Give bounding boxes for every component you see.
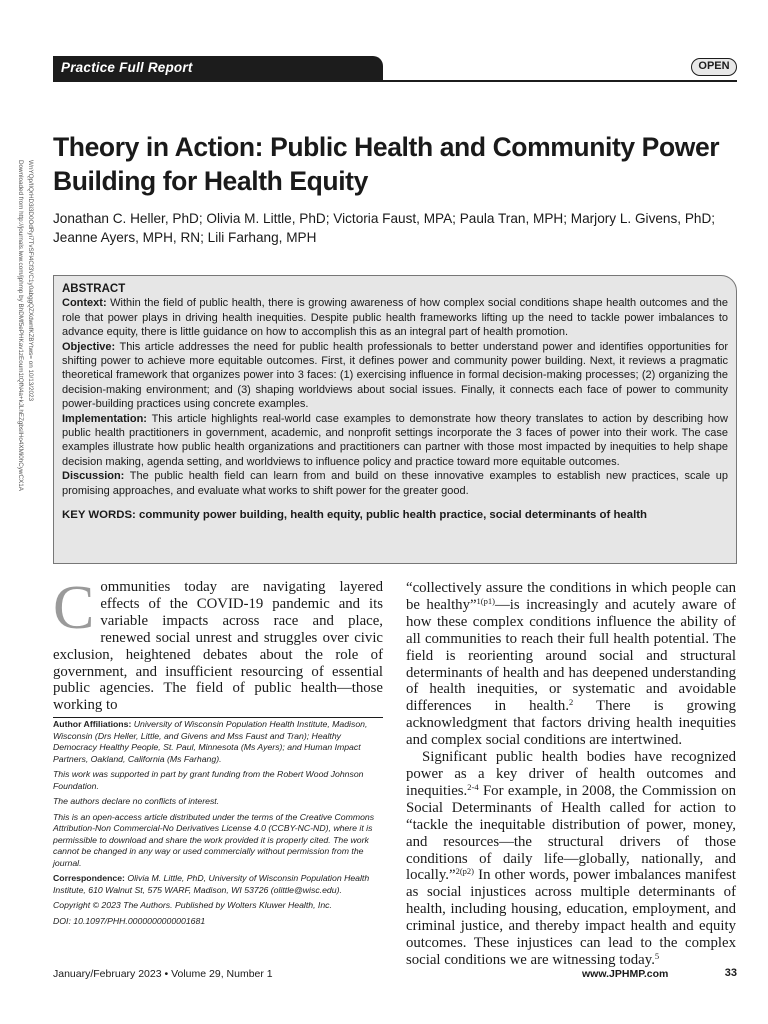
correspondence-label: Correspondence:	[53, 873, 125, 883]
citation-3: 2-4	[467, 781, 479, 792]
body-column-left	[53, 574, 383, 714]
open-access-badge: OPEN	[691, 58, 737, 76]
article-title: Theory in Action: Public Health and Community Power Building for Health Equity	[53, 132, 720, 196]
abstract-implementation	[62, 412, 728, 470]
intro-text: ommunities today are navigating layered effects of the COVID-19 pandemic and its variable impacts across race and place, renewed social unrest and struggles over civic exclusion, heightened debates about the role of government, and insufficient resourcing of essential public agencies. The field of public health—those working to	[53, 579, 383, 714]
correspondence-text: Olivia M. Little, PhD, University of Wisconsin Population Health Institute, 610 Walnut St, 575 WARF, Madison, WI 53726 (olittle@wisc.edu).	[53, 873, 370, 895]
header-rule	[383, 80, 737, 82]
abstract-discussion	[62, 469, 728, 498]
objective-label: Objective:	[62, 340, 116, 353]
issue-info: January/February 2023 • Volume 29, Number 1	[53, 968, 273, 980]
right-p2-text-a: Significant public health bodies have recognized power as a key driver of health outcomes and inequities.	[406, 749, 736, 799]
author-list: Jonathan C. Heller, PhD; Olivia M. Little, PhD; Victoria Faust, MPA; Paula Tran, MPH; Marjory L. Givens, PhD; Jeanne Ayers, MPH, RN; Lili Farhang, MPH	[53, 211, 716, 245]
download-note-line-1: Downloaded from http://journals.lww.com/jphmp by BhDMf5ePHKav1zEoum1tQfN4a+kJLhEZgbsIHo4XMi0hCywCX1A	[17, 160, 24, 491]
author-affiliations	[53, 719, 383, 765]
context-label: Context:	[62, 297, 107, 310]
journal-url[interactable]: www.JPHMP.com	[582, 968, 669, 980]
citation-4: 2(p2)	[455, 866, 474, 877]
conflicts-note: The authors declare no conflicts of interest.	[53, 796, 220, 806]
license-note: This is an open-access article distributed under the terms of the Creative Commons Attribution-Non Commercial-No Derivatives License 4.0 (CCBY-NC-ND), where it is permissible to download and share the work provided it is properly cited. The work cannot be changed in any way or used commercially without permission from the journal.	[53, 811, 375, 868]
discussion-label: Discussion:	[62, 470, 125, 483]
citation-1: 1(p1)	[476, 595, 495, 606]
right-p1-text-c: There is growing acknowledgment that factors driving health inequities and complex social conditions are intertwined.	[406, 698, 736, 749]
discussion-text: The public health field can learn from and build on these innovative examples to establish new practices, scale up promising approaches, and evaluate what works to shift power for the greater good.	[62, 470, 729, 497]
implementation-text: This article highlights real-world case examples to demonstrate how theory translates to action by describing how public health practitioners in government, academic, and nonprofit settings incorporate the 3 faces of power into their work. The case examples illustrate how public health organizations and practitioners can partner with those most impacted by inequities to help shape decision making, agenda setting, and worldviews to influence policy and practice toward more equitable outcomes.	[62, 412, 728, 468]
doi: DOI: 10.1097/PHH.0000000000001681	[53, 915, 206, 926]
abstract-box	[53, 275, 737, 564]
affiliations-rule	[53, 717, 383, 718]
citation-5: 5	[654, 950, 660, 961]
correspondence	[53, 873, 383, 896]
download-watermark	[10, 160, 34, 590]
right-p1-text-a: “collectively assure the conditions in which people can be healthy”	[406, 580, 736, 613]
right-p1-text-b: —is increasingly and acutely aware of how these complex conditions influence the ability of all communities to reach their full health potential. The field is reorienting around social and structural determinants of health and has deepened understanding of health inequities, or systematic and avoidable differences in health.	[406, 596, 736, 715]
right-paragraph-1	[406, 580, 736, 749]
section-label: Practice Full Report	[61, 60, 193, 75]
right-p2-text-c: In other words, power imbalances manifest as social injustices across multiple determinants of health, including housing, education, employment, and criminal justice, and thereby impact health and equity outcomes. These injustices can lead to the complex social conditions we are witnessing today.	[406, 867, 736, 968]
section-banner	[53, 56, 383, 82]
intro-paragraph	[53, 574, 383, 714]
objective-text: This article addresses the need for public health professionals to better understand power and identifies opportunities for shifting power to achieve more equitable outcomes. First, it defines power and community power building. Next, it reviews a pragmatic theoretical framework that organizes power into 3 faces: (1) exercising influence in formal decision-making processes; (2) organizing the decision-making environment; and (3) shaping worldviews about social issues. Finally, it connects each face of power to community power-building practices using concrete examples.	[62, 340, 728, 411]
body-column-right	[406, 580, 736, 969]
abstract-objective	[62, 340, 728, 412]
funding-note: This work was supported in part by grant funding from the Robert Wood Johnson Foundation.	[53, 769, 364, 791]
citation-2: 2	[569, 697, 574, 708]
affiliations-block	[53, 719, 383, 931]
affiliations-label: Author Affiliations:	[53, 719, 132, 729]
abstract-heading: ABSTRACT	[62, 283, 126, 295]
download-note-line-2: WnYQp/IlQrHD3i3D0OdRyi7TvSFl4Cf3VC1y0abggQZXdwnfKZBYtws= on 10/13/2023	[27, 160, 34, 401]
right-paragraph-2	[406, 749, 736, 969]
abstract-context	[62, 296, 728, 339]
affiliations-text: University of Wisconsin Population Health Institute, Madison, Wisconsin (Drs Heller, Little, and Givens and Mss Faust and Tran); Healthy Democracy Healthy People, St. Paul, Minnesota (Ms Ayers); and Human Impact Partners, Oakland, California (Ms Farhang).	[53, 719, 368, 764]
implementation-label: Implementation:	[62, 412, 147, 425]
drop-cap: C	[53, 574, 95, 642]
context-text: Within the field of public health, there is growing awareness of how complex social conditions shape health outcomes and the role that power plays in driving health inequities. Despite public health frameworks lifting up the need to tackle power imbalances to advance equity, there is little guidance on how to accomplish this as an integral part of health promotion.	[62, 297, 728, 339]
copyright-note: Copyright © 2023 The Authors. Published by Wolters Kluwer Health, Inc.	[53, 900, 332, 910]
keywords: KEY WORDS: community power building, health equity, public health practice, social determinants of health	[62, 509, 648, 522]
right-p2-text-b: For example, in 2008, the Commission on Social Determinants of Health called for action to “tackle the inequitable distribution of power, money, and resources—the structural drivers of those conditions of daily life—globally, nationally, and locally.”	[406, 782, 736, 884]
page-number: 33	[724, 967, 737, 979]
